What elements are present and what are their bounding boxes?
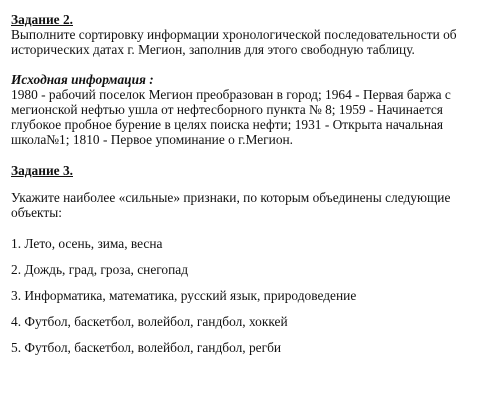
- task3-item-1: 1. Лето, осень, зима, весна: [11, 236, 163, 251]
- task3-heading: Задание 3.: [11, 163, 73, 178]
- spacer: [11, 57, 493, 72]
- spacer: [11, 178, 493, 190]
- task3-item-5: 5. Футбол, баскетбол, волейбол, гандбол, регби: [11, 340, 282, 355]
- task2-heading: Задание 2.: [11, 12, 73, 27]
- source-info-line-2: мегионской нефтью ушла от нефтесборного пункта № 8; 1959 - Начинается: [11, 102, 443, 117]
- task2-instruction-line-1: Выполните сортировку информации хронологической последовательности об: [11, 27, 457, 42]
- task3-item-3: 3. Информатика, математика, русский язык, природоведение: [11, 288, 357, 303]
- task2-instruction-line-2: исторических датах г. Мегион, заполнив для этого свободную таблицу.: [11, 42, 415, 57]
- document-page: [11, 12, 493, 355]
- spacer: [11, 251, 493, 262]
- spacer: [11, 220, 493, 236]
- task3-item-2: 2. Дождь, град, гроза, снегопад: [11, 262, 189, 277]
- task3-instruction-line-2: объекты:: [11, 205, 62, 220]
- source-info-line-1: 1980 - рабочий поселок Мегион преобразован в город; 1964 - Первая баржа с: [11, 87, 451, 102]
- spacer: [11, 329, 493, 340]
- spacer: [11, 147, 493, 163]
- task3-instruction-line-1: Укажите наиболее «сильные» признаки, по которым объединены следующие: [11, 190, 451, 205]
- source-info-title: Исходная информация :: [11, 72, 154, 87]
- spacer: [11, 277, 493, 288]
- task3-item-4: 4. Футбол, баскетбол, волейбол, гандбол, хоккей: [11, 314, 288, 329]
- source-info-line-3: глубокое пробное бурение в целях поиска нефти; 1931 - Открыта начальная: [11, 117, 444, 132]
- source-info-line-4: школа№1; 1810 - Первое упоминание о г.Мегион.: [11, 132, 294, 147]
- spacer: [11, 303, 493, 314]
